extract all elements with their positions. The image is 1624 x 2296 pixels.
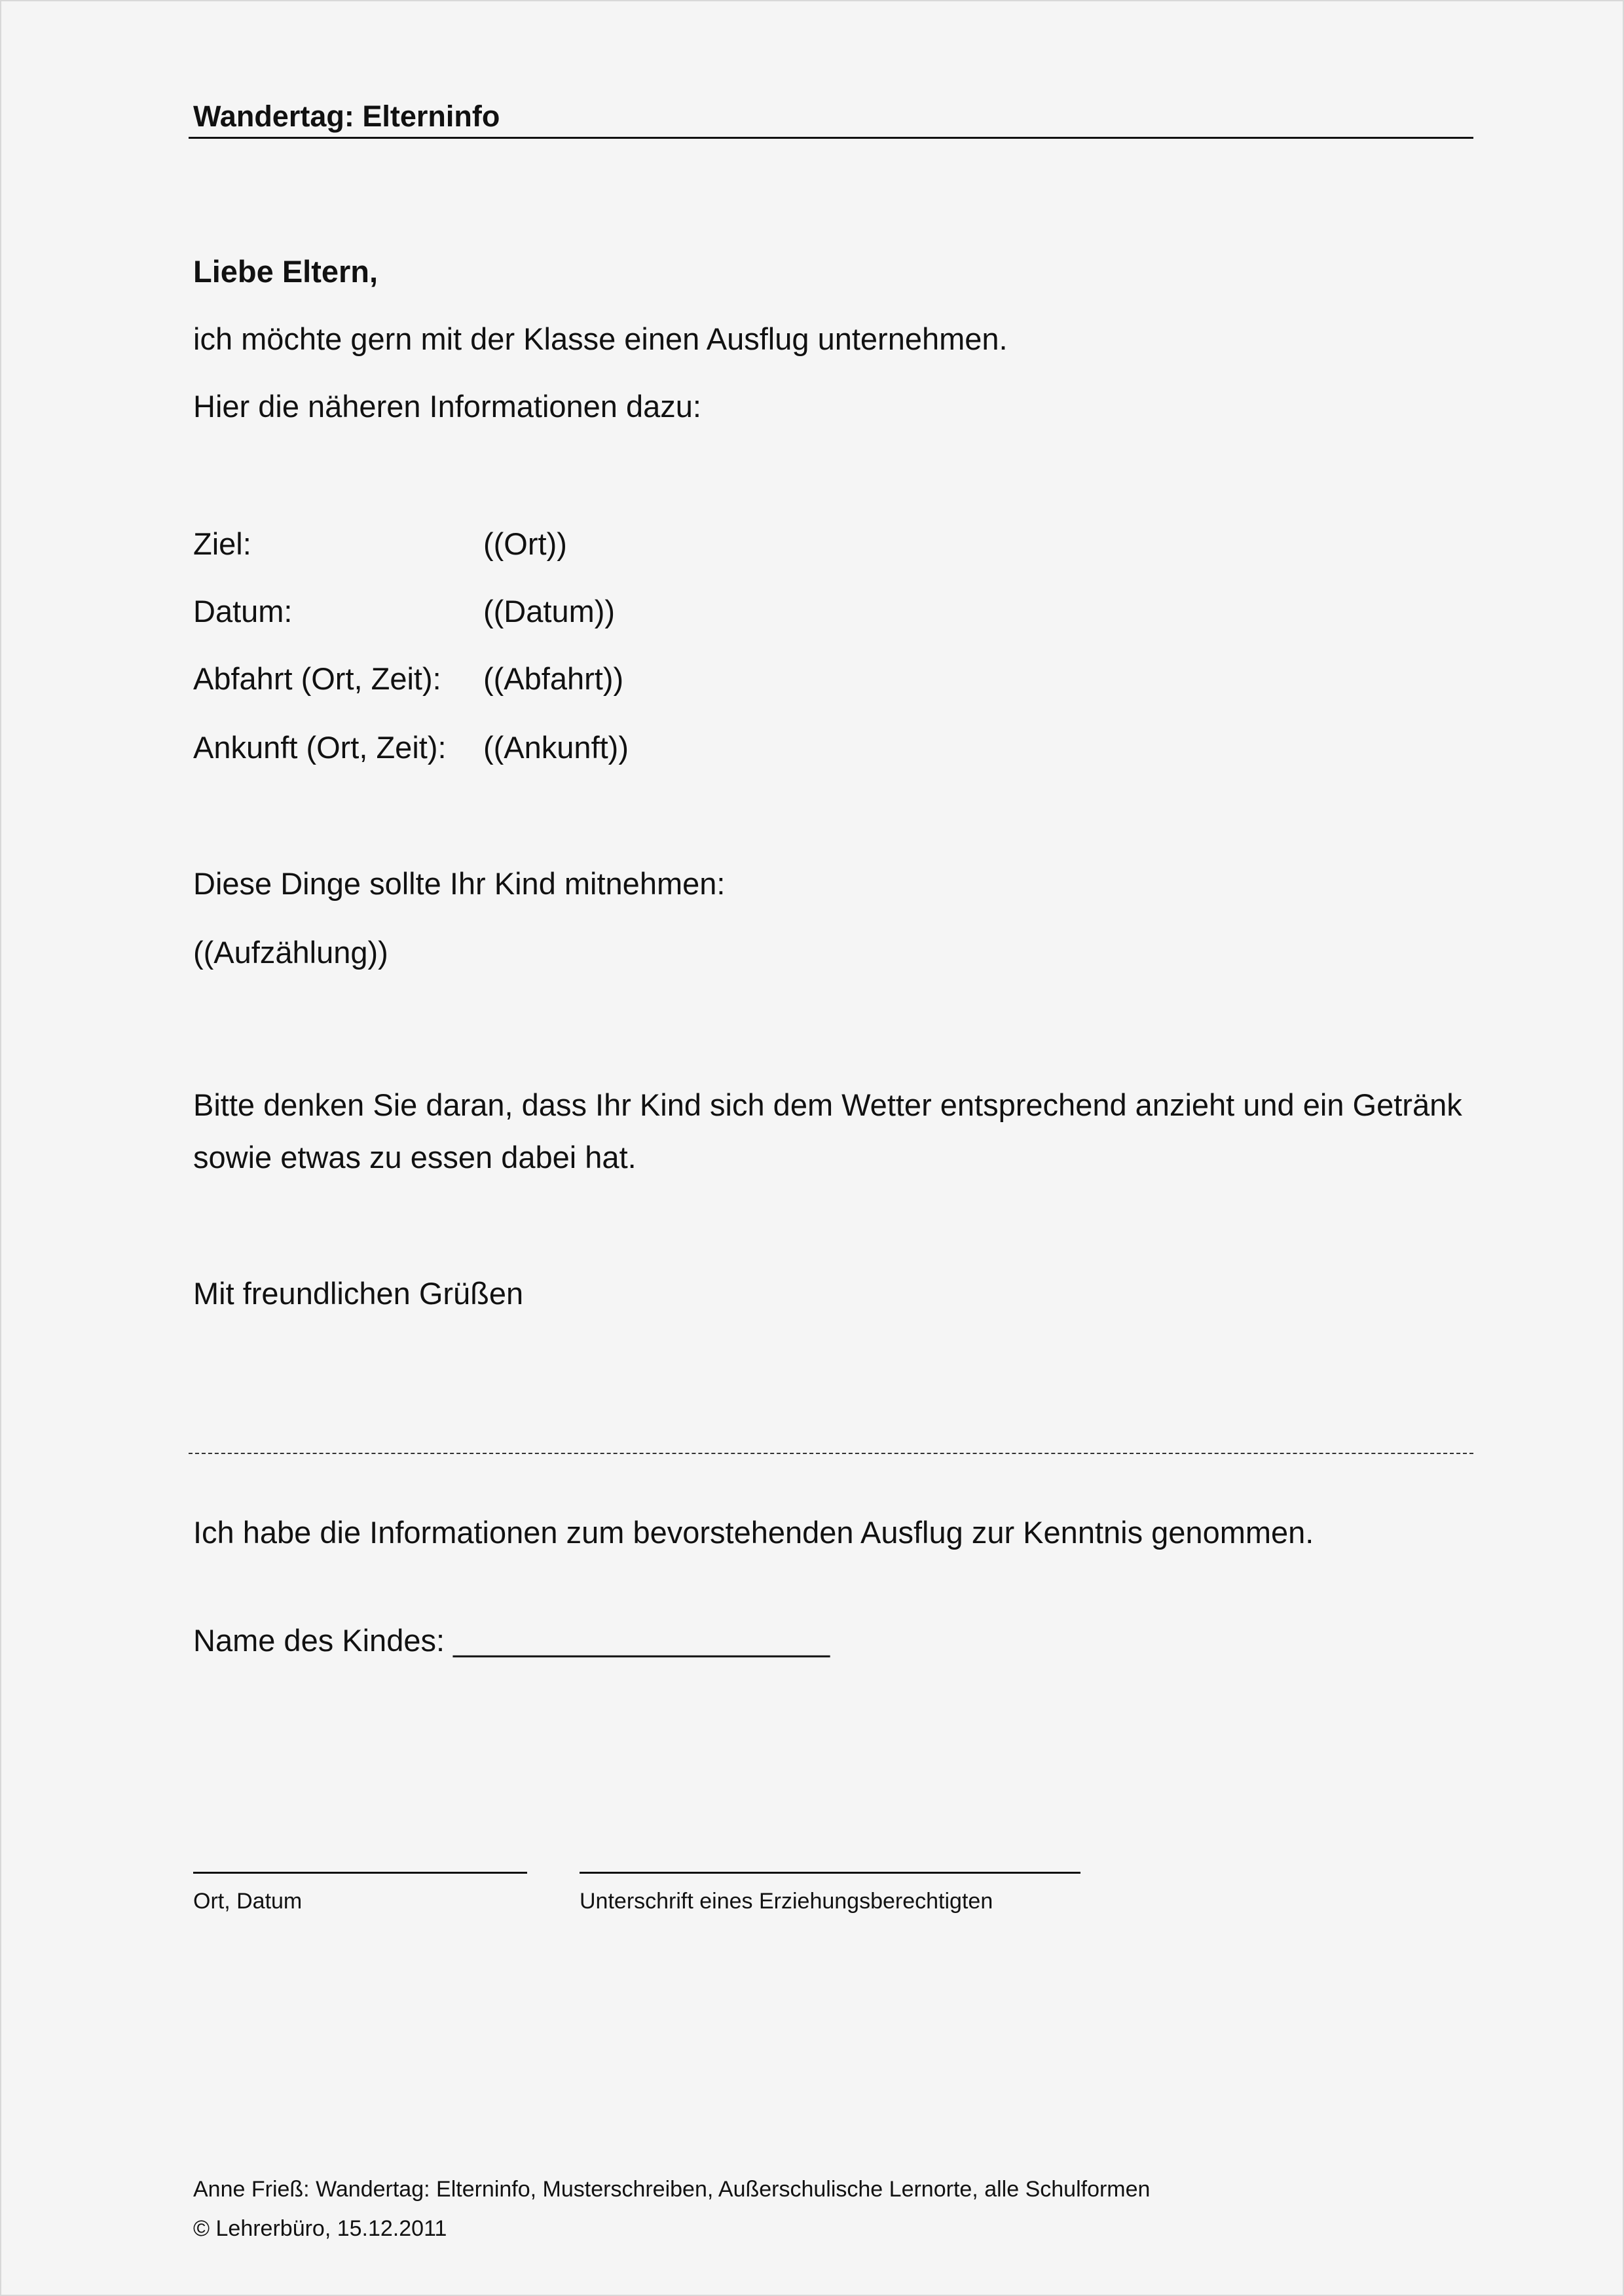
detail-label-date: Datum: <box>193 594 293 629</box>
title-underline <box>189 137 1473 139</box>
place-date-line <box>193 1872 527 1874</box>
document-title: Wandertag: Elterninfo <box>193 100 500 133</box>
acknowledgement: Ich habe die Informationen zum bevorstehenden Ausflug zur Kenntnis genommen. <box>193 1515 1314 1550</box>
signature-line <box>580 1872 1080 1874</box>
place-date-label: Ort, Datum <box>193 1889 303 1914</box>
intro-line: ich möchte gern mit der Klasse einen Ausflug unternehmen. <box>193 321 1008 356</box>
detail-value-departure: ((Abfahrt)) <box>483 661 624 696</box>
footer-credit: Anne Frieß: Wandertag: Elterninfo, Musterschreiben, Außerschulische Lernorte, alle Schulformen <box>193 2177 1151 2202</box>
detail-label-departure: Abfahrt (Ort, Zeit): <box>193 661 441 696</box>
closing: Mit freundlichen Grüßen <box>193 1276 524 1311</box>
child-name-field: Name des Kindes: ______________________ <box>193 1623 830 1658</box>
detail-value-date: ((Datum)) <box>483 594 616 629</box>
detail-label-destination: Ziel: <box>193 526 251 561</box>
intro-line: Hier die näheren Informationen dazu: <box>193 389 701 424</box>
items-heading: Diese Dinge sollte Ihr Kind mitnehmen: <box>193 866 726 901</box>
reminder-line: sowie etwas zu essen dabei hat. <box>193 1140 637 1175</box>
detail-value-arrival: ((Ankunft)) <box>483 730 629 765</box>
footer-copyright: © Lehrerbüro, 15.12.2011 <box>193 2216 447 2241</box>
detail-label-arrival: Ankunft (Ort, Zeit): <box>193 730 447 765</box>
greeting: Liebe Eltern, <box>193 254 378 289</box>
items-placeholder: ((Aufzählung)) <box>193 935 388 970</box>
detail-value-destination: ((Ort)) <box>483 526 567 561</box>
signature-label: Unterschrift eines Erziehungsberechtigten <box>580 1889 993 1914</box>
cut-line <box>189 1453 1473 1454</box>
reminder-line: Bitte denken Sie daran, dass Ihr Kind sich dem Wetter entsprechend anzieht und ein Getränk <box>193 1087 1462 1122</box>
